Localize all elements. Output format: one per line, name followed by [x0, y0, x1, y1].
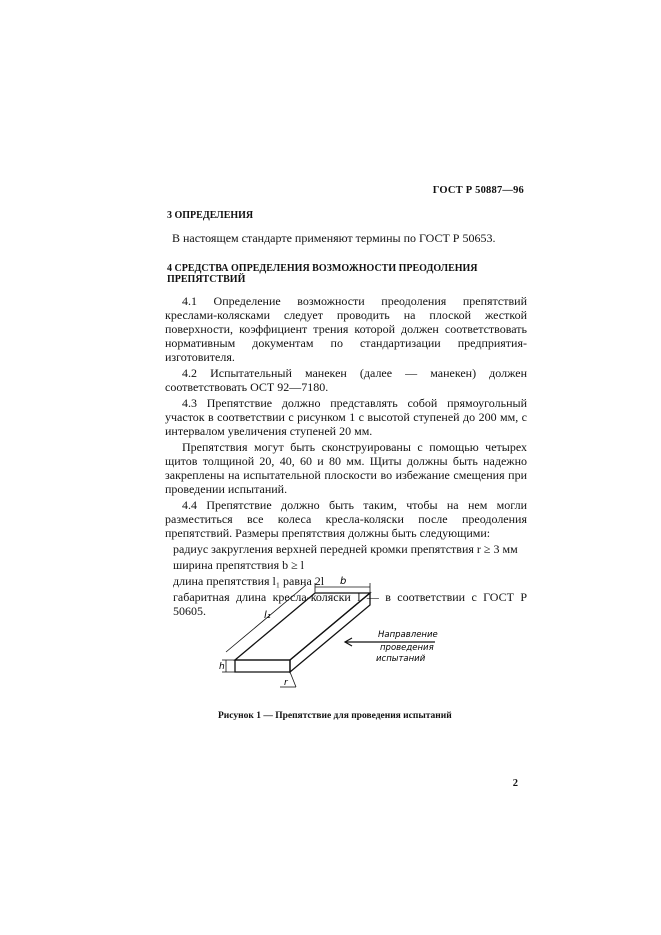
- obstacle-side-face: [290, 593, 370, 672]
- section-3-paragraph: В настоящем стандарте применяют термины по ГОСТ Р 50653.: [172, 231, 496, 245]
- label-r: r: [284, 678, 288, 688]
- section-4-title: 4 СРЕДСТВА ОПРЕДЕЛЕНИЯ ВОЗМОЖНОСТИ ПРЕОДОЛЕНИЯ ПРЕПЯТСТВИЙ: [167, 263, 478, 285]
- label-direction-2: проведения: [380, 643, 434, 653]
- label-l1: l₁: [264, 610, 271, 621]
- dimension-radius: радиус закругления верхней передней кромки препятствия r ≥ 3 мм: [173, 542, 518, 556]
- section-3-title: 3 ОПРЕДЕЛЕНИЯ: [167, 210, 254, 221]
- label-direction-3: испытаний: [376, 654, 426, 664]
- paragraph-4-3-boards: Препятствия могут быть сконструированы с помощью четырех щитов толщиной 20, 40, 60 и 80 мм. Щиты должны быть надежно закреплены на испытательной плоскости во избежание смещения при проведении испытаний.: [165, 440, 527, 496]
- section-3-text: [172, 231, 532, 247]
- figure-caption: Рисунок 1 — Препятствие для проведения испытаний: [218, 711, 452, 721]
- paragraph-4-3: 4.3 Препятствие должно представлять собой прямоугольный участок в соответствии с рисунком 1 с высотой ступеней до 200 мм, с интервалом увеличения ступеней 20 мм.: [165, 396, 527, 438]
- paragraph-4-4: 4.4 Препятствие должно быть таким, чтобы на нем могли разместиться все колеса кресла-коляски после преодоления препятствий. Размеры препятствия должны быть следующими:: [165, 498, 527, 540]
- obstacle-front-face: [235, 660, 290, 672]
- paragraph-4-2: 4.2 Испытательный манекен (далее — манекен) должен соответствовать ОСТ 92—7180.: [165, 366, 527, 394]
- label-b: b: [340, 576, 347, 587]
- dimension-width: ширина препятствия b ≥ l: [173, 558, 305, 572]
- dimension-wheelchair-length: габаритная длина кресла-коляски l — в соответствии с ГОСТ Р 50605.: [173, 590, 527, 618]
- document-code: ГОСТ Р 50887—96: [432, 185, 524, 196]
- label-direction-1: Направление: [378, 630, 438, 640]
- section-4-body: [165, 294, 527, 620]
- page-number: 2: [512, 778, 518, 789]
- paragraph-4-1: 4.1 Определение возможности преодоления препятствий креслами-колясками следует проводить на плоской жесткой поверхности, коэффициент трения которой должен соответствовать нормативным документам по стандартизации предприятия-изготовителя.: [165, 294, 527, 364]
- label-h: h: [219, 662, 225, 672]
- obstacle-figure: [220, 575, 450, 695]
- dimension-length: длина препятствия l₁ равна 2l: [173, 574, 325, 588]
